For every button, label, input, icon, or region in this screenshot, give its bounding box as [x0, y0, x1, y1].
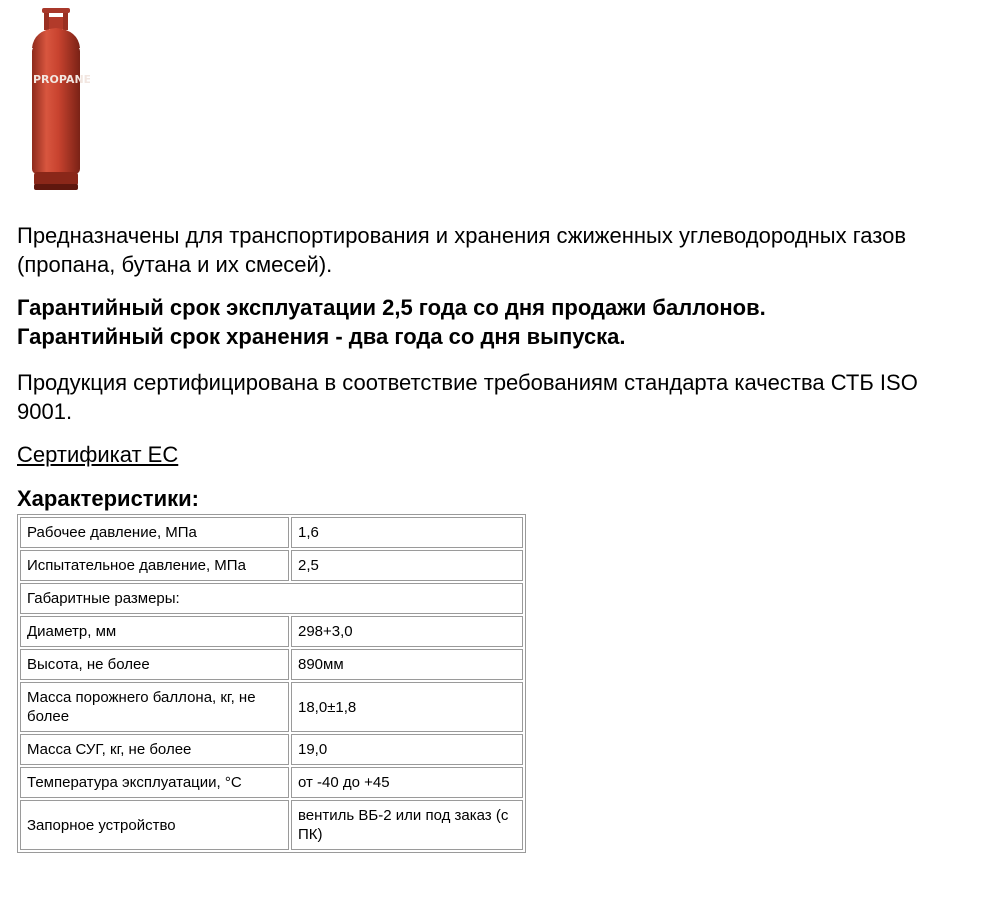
specs-table: [17, 514, 526, 853]
table-row: [20, 649, 523, 680]
table-row: [20, 616, 523, 647]
table-row: [20, 583, 523, 614]
cylinder-label: PROPANE: [33, 73, 90, 86]
spec-value: 890мм: [291, 649, 523, 680]
propane-cylinder-image: [22, 8, 90, 194]
spec-key: Испытательное давление, МПа: [20, 550, 289, 581]
warranty-line-1: Гарантийный срок эксплуатации 2,5 года со дня продажи баллонов.: [17, 295, 766, 320]
spec-value: 19,0: [291, 734, 523, 765]
spec-value: 1,6: [291, 517, 523, 548]
cylinder-icon: [22, 8, 90, 194]
table-row: [20, 800, 523, 850]
spec-value: вентиль ВБ-2 или под заказ (с ПК): [291, 800, 523, 850]
spec-key: Запорное устройство: [20, 800, 289, 850]
spec-key: Рабочее давление, МПа: [20, 517, 289, 548]
intro-paragraph: Предназначены для транспортирования и хранения сжиженных углеводородных газов (пропана, бутана и их смесей).: [17, 223, 907, 277]
table-row: [20, 517, 523, 548]
spec-key: Масса порожнего баллона, кг, не более: [20, 682, 289, 732]
specs-title: Характеристики:: [17, 486, 199, 511]
certification-paragraph: Продукция сертифицирована в соответствие требованиям стандарта качества СТБ ISO 9001.: [17, 370, 918, 424]
warranty-paragraph: [17, 293, 977, 351]
spec-value: от -40 до +45: [291, 767, 523, 798]
spec-value: 2,5: [291, 550, 523, 581]
table-row: [20, 767, 523, 798]
table-row: [20, 682, 523, 732]
spec-key: Масса СУГ, кг, не более: [20, 734, 289, 765]
spec-value: 298+3,0: [291, 616, 523, 647]
spec-value: 18,0±1,8: [291, 682, 523, 732]
spec-key: Температура эксплуатации, °С: [20, 767, 289, 798]
certificate-link[interactable]: Сертификат ЕС: [17, 442, 179, 467]
table-row: [20, 734, 523, 765]
spec-key: Диаметр, мм: [20, 616, 289, 647]
spec-key: Высота, не более: [20, 649, 289, 680]
table-row: [20, 550, 523, 581]
spec-section-header: Габаритные размеры:: [20, 583, 523, 614]
warranty-line-2: Гарантийный срок хранения - два года со дня выпуска.: [17, 324, 626, 349]
